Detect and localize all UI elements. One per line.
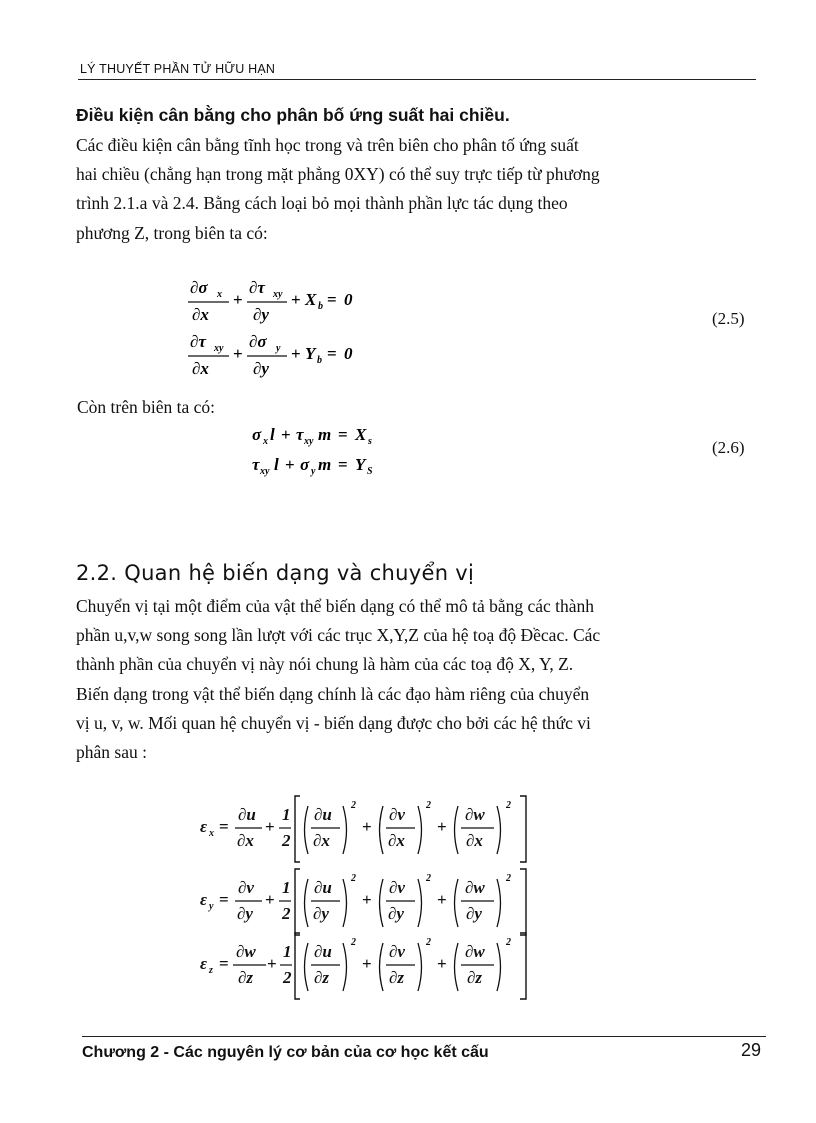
paragraph-line: phương Z, trong biên ta có: <box>76 222 268 243</box>
eq-rhs: 0 <box>344 290 353 309</box>
svg-text:∂w: ∂w <box>465 878 485 897</box>
section-title: 2.2. Quan hệ biến dạng và chuyển vị <box>76 561 475 585</box>
svg-text:X: X <box>305 290 317 309</box>
svg-text:2: 2 <box>351 873 356 884</box>
svg-text:+: + <box>267 954 277 973</box>
svg-text:xy: xy <box>260 466 270 477</box>
paragraph-line: hai chiều (chẳng hạn trong mặt phẳng 0XY) có thể suy trực tiếp từ phương <box>76 164 600 185</box>
svg-text:∂y: ∂y <box>253 305 269 324</box>
svg-text:=: = <box>219 954 229 973</box>
svg-text:∂u: ∂u <box>314 942 332 961</box>
running-header: LÝ THUYẾT PHẦN TỬ HỮU HẠN <box>80 62 276 76</box>
svg-text:+: + <box>437 890 447 909</box>
svg-text:∂z: ∂z <box>314 968 330 987</box>
page-number: 29 <box>741 1040 762 1060</box>
svg-text:∂y: ∂y <box>466 904 482 923</box>
svg-text:∂z: ∂z <box>389 968 405 987</box>
svg-text:1: 1 <box>282 878 291 897</box>
svg-text:∂u: ∂u <box>314 878 332 897</box>
svg-text:ε: ε <box>200 954 207 973</box>
svg-text:xy: xy <box>273 289 283 300</box>
subheading-equilibrium: Điều kiện cân bằng cho phân bố ứng suất hai chiều. <box>76 105 510 125</box>
svg-text:b: b <box>317 355 322 366</box>
svg-text:+: + <box>233 290 243 309</box>
svg-text:Y: Y <box>305 344 316 363</box>
svg-text:y: y <box>209 901 214 912</box>
svg-text:X: X <box>355 425 367 444</box>
svg-text:2: 2 <box>282 904 291 923</box>
svg-text:z: z <box>209 965 213 976</box>
svg-text:∂x: ∂x <box>313 831 330 850</box>
svg-text:=: = <box>219 890 229 909</box>
paragraph-line: phần u,v,w song song lần lượt với các trục X,Y,Z của hệ toạ độ Đềcac. Các <box>76 625 601 646</box>
strain-eq-z <box>200 933 526 999</box>
svg-text:s: s <box>368 436 372 447</box>
svg-text:Y: Y <box>355 455 366 474</box>
svg-text:+: + <box>281 425 291 444</box>
svg-text:+: + <box>285 455 295 474</box>
paragraph-line: Biến dạng trong vật thể biến dạng chính là các đạo hàm riêng của chuyển <box>76 683 590 704</box>
svg-text:+: + <box>362 890 372 909</box>
svg-text:x: x <box>217 289 222 300</box>
svg-text:∂x: ∂x <box>192 305 209 324</box>
svg-text:∂u: ∂u <box>314 805 332 824</box>
svg-text:2: 2 <box>506 873 511 884</box>
footer-rule <box>82 1036 766 1037</box>
svg-text:=: = <box>327 344 337 363</box>
strain-eq-y <box>200 869 526 935</box>
svg-text:m: m <box>318 425 332 444</box>
svg-text:∂x: ∂x <box>192 359 209 378</box>
svg-text:2: 2 <box>506 800 511 811</box>
svg-text:=: = <box>338 425 348 444</box>
svg-text:∂σ: ∂σ <box>249 332 267 351</box>
svg-text:l: l <box>270 425 275 444</box>
svg-text:=: = <box>338 455 348 474</box>
svg-text:∂x: ∂x <box>237 831 254 850</box>
svg-text:b: b <box>318 301 323 312</box>
svg-text:∂σ: ∂σ <box>190 278 208 297</box>
svg-text:∂z: ∂z <box>467 968 483 987</box>
svg-text:2: 2 <box>426 937 431 948</box>
paragraph-line: phân sau : <box>76 742 147 763</box>
svg-text:+: + <box>362 817 372 836</box>
svg-text:τ: τ <box>252 455 260 474</box>
svg-text:∂v: ∂v <box>389 942 405 961</box>
svg-text:σ: σ <box>252 425 262 444</box>
footer-chapter-title: Chương 2 - Các nguyên lý cơ bản của cơ học kết cấu <box>82 1044 489 1061</box>
svg-text:+: + <box>265 890 275 909</box>
svg-text:+: + <box>265 817 275 836</box>
equation-number-2-6: (2.6) <box>712 438 745 457</box>
svg-text:2: 2 <box>283 968 292 987</box>
svg-text:∂y: ∂y <box>253 359 269 378</box>
svg-text:∂v: ∂v <box>389 805 405 824</box>
svg-text:∂y: ∂y <box>313 904 329 923</box>
eq-rhs: 0 <box>344 344 353 363</box>
svg-text:x: x <box>263 436 268 447</box>
svg-text:y: y <box>276 343 281 354</box>
svg-text:2: 2 <box>351 800 356 811</box>
svg-text:xy: xy <box>304 436 314 447</box>
svg-text:∂τ: ∂τ <box>190 332 206 351</box>
svg-text:∂y: ∂y <box>388 904 404 923</box>
equation-number-2-5: (2.5) <box>712 309 745 328</box>
paragraph-line: trình 2.1.a và 2.4. Bằng cách loại bỏ mọi thành phần lực tác dụng theo <box>76 193 568 214</box>
svg-text:∂w: ∂w <box>465 942 485 961</box>
svg-text:∂y: ∂y <box>237 904 253 923</box>
svg-text:∂x: ∂x <box>388 831 405 850</box>
paragraph-line: thành phần của chuyển vị này nói chung là hàm của các toạ độ X, Y, Z. <box>76 654 574 675</box>
svg-text:2: 2 <box>351 937 356 948</box>
svg-text:2: 2 <box>282 831 291 850</box>
paragraph-line: vị u, v, w. Mối quan hệ chuyển vị - biến dạng được cho bởi các hệ thức vi <box>76 712 591 733</box>
svg-text:ε: ε <box>200 817 207 836</box>
paragraph-boundary: Còn trên biên ta có: <box>77 397 216 417</box>
paragraph-line: Chuyển vị tại một điểm của vật thể biến dạng có thể mô tả bằng các thành <box>76 596 595 616</box>
svg-text:xy: xy <box>214 343 224 354</box>
svg-text:1: 1 <box>283 942 292 961</box>
svg-text:+: + <box>233 344 243 363</box>
strain-eq-x <box>200 796 526 862</box>
svg-text:1: 1 <box>282 805 291 824</box>
svg-text:∂τ: ∂τ <box>249 278 265 297</box>
svg-text:∂x: ∂x <box>466 831 483 850</box>
svg-text:+: + <box>437 817 447 836</box>
svg-text:=: = <box>219 817 229 836</box>
svg-text:2: 2 <box>426 800 431 811</box>
svg-text:m: m <box>318 455 332 474</box>
svg-text:∂v: ∂v <box>389 878 405 897</box>
svg-text:∂w: ∂w <box>465 805 485 824</box>
svg-text:l: l <box>274 455 279 474</box>
paragraph-line: Các điều kiện cân bằng tĩnh học trong và trên biên cho phân tố ứng suất <box>76 135 579 155</box>
svg-text:=: = <box>327 290 337 309</box>
svg-text:2: 2 <box>426 873 431 884</box>
svg-text:∂v: ∂v <box>238 878 254 897</box>
svg-text:x: x <box>209 828 214 839</box>
svg-text:ε: ε <box>200 890 207 909</box>
svg-text:+: + <box>291 344 301 363</box>
svg-text:S: S <box>367 466 373 477</box>
svg-text:∂w: ∂w <box>236 942 256 961</box>
svg-text:∂u: ∂u <box>238 805 256 824</box>
svg-text:y: y <box>311 466 316 477</box>
svg-text:+: + <box>437 954 447 973</box>
svg-text:2: 2 <box>506 937 511 948</box>
svg-text:∂z: ∂z <box>238 968 254 987</box>
svg-text:σ: σ <box>300 455 310 474</box>
svg-text:τ: τ <box>296 425 304 444</box>
svg-text:+: + <box>362 954 372 973</box>
svg-text:+: + <box>291 290 301 309</box>
